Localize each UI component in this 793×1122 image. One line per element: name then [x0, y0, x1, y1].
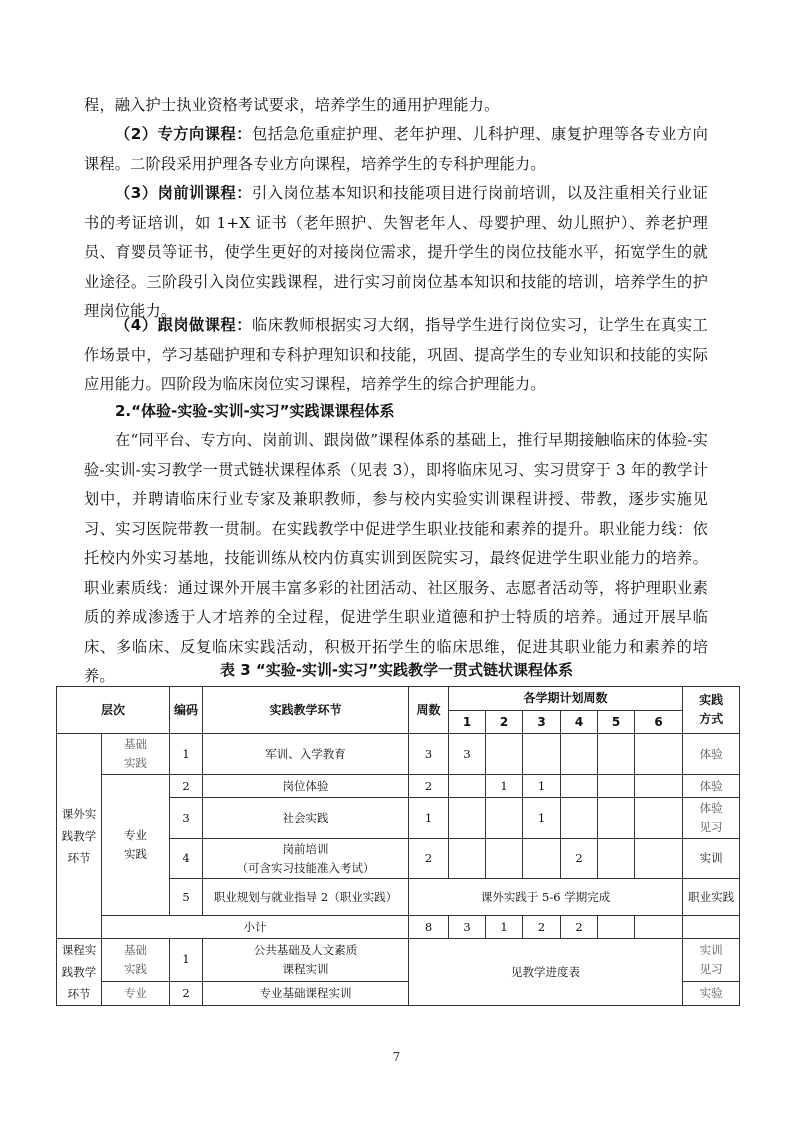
semester-cell: 2 [523, 916, 561, 939]
semester-cell [635, 775, 683, 798]
sub-basic: 基础实践 [102, 734, 170, 775]
page-number: 7 [392, 1050, 401, 1064]
weeks-cell: 3 [409, 734, 449, 775]
semester-cell [486, 798, 523, 839]
semester-cell [449, 798, 486, 839]
link-cell: 岗位体验 [203, 775, 409, 798]
table-row [57, 734, 740, 775]
span-note-cell: 见教学进度表 [409, 939, 683, 1006]
mode-cell [683, 916, 740, 939]
code-cell: 4 [170, 839, 203, 879]
semester-cell [449, 839, 486, 879]
semester-cell [523, 839, 561, 879]
semester-cell [635, 798, 683, 839]
semester-cell: 1 [486, 916, 523, 939]
header-link: 实践教学环节 [203, 687, 409, 734]
weeks-cell: 1 [409, 798, 449, 839]
link-cell: 公共基础及人文素质 课程实训 [203, 939, 409, 982]
label-preposition: （3）岗前训课程： [115, 184, 252, 202]
paragraph-1: 程，融入护士执业资格考试要求，培养学生的通用护理能力。 [84, 96, 500, 114]
text-follow-post: 临床教师根据实习大纲，指导学生进行岗位实习，让学生在真实工作场景中，学习基础护理和专科护理知识和技能，巩固、提高学生的专业知识和技能的实际应用能力。四阶段为临床岗位实习课程，培养学生的综合护理能力。 [84, 316, 708, 393]
semester-cell [635, 734, 683, 775]
sub-major: 专业实践 [102, 775, 170, 916]
mode-cell: 实验 [683, 981, 740, 1005]
table-row [57, 775, 740, 798]
semester-cell [635, 916, 683, 939]
table-row [57, 939, 740, 982]
weeks-cell: 8 [409, 916, 449, 939]
header-semester: 1 [449, 711, 486, 734]
semester-cell: 3 [449, 734, 486, 775]
code-cell: 1 [170, 939, 203, 982]
link-cell: 岗前培训 （可含实习技能准入考试） [203, 839, 409, 879]
semester-cell [561, 734, 598, 775]
mode-cell: 体验 [683, 734, 740, 775]
span-note-cell: 课外实践于 5-6 学期完成 [409, 879, 683, 916]
mode-cell: 体验见习 [683, 798, 740, 839]
header-level: 层次 [57, 687, 170, 734]
header-semester: 6 [635, 711, 683, 734]
link-cell: 社会实践 [203, 798, 409, 839]
label-follow-post: （4）跟岗做课程： [115, 316, 252, 334]
semester-cell [598, 775, 635, 798]
semester-cell [635, 839, 683, 879]
code-cell: 1 [170, 734, 203, 775]
mode-cell: 实训见习 [683, 939, 740, 982]
code-cell: 2 [170, 981, 203, 1005]
header-semester: 3 [523, 711, 561, 734]
text-specialty: 包括急危重症护理、老年护理、儿科护理、康复护理等各专业方向课程。二阶段采用护理各专业方向课程，培养学生的专科护理能力。 [84, 125, 708, 173]
header-weeks: 周数 [409, 687, 449, 734]
header-semester: 2 [486, 711, 523, 734]
header-semester-group: 各学期计划周数 [449, 687, 683, 711]
subtotal-label: 小计 [102, 916, 409, 939]
mode-cell: 职业实践 [683, 879, 740, 916]
semester-cell: 1 [486, 775, 523, 798]
weeks-cell: 2 [409, 839, 449, 879]
semester-cell [598, 839, 635, 879]
weeks-cell: 2 [409, 775, 449, 798]
practice-table [56, 686, 740, 1006]
sub-basic: 基础实践 [102, 939, 170, 982]
paragraph-specialty-courses [84, 120, 708, 179]
group-course-practice: 课程实践教学环节 [57, 939, 102, 1006]
header-code: 编码 [170, 687, 203, 734]
link-cell: 职业规划与就业指导 2（职业实践） [203, 879, 409, 916]
subtotal-row [57, 916, 740, 939]
group-extracurricular: 课外实践教学环节 [57, 734, 102, 939]
semester-cell [598, 734, 635, 775]
header-mode: 实践方式 [683, 687, 740, 734]
sub-major: 专业 [102, 981, 170, 1005]
semester-cell [598, 916, 635, 939]
semester-cell: 2 [561, 916, 598, 939]
header-semester: 5 [598, 711, 635, 734]
section-heading: 2.“体验-实验-实训-实习”实践课课程体系 [115, 402, 395, 420]
table-caption: 表 3 “实验-实训-实习”实践教学一贯式链状课程体系 [219, 661, 574, 679]
header-row [57, 687, 740, 711]
text-preposition: 引入岗位基本知识和技能项目进行岗前培训，以及注重相关行业证书的考证培训，如 1+X 证书（老年照护、失智老年人、母婴护理、幼儿照护）、养老护理员、育婴员等证书，使学生更好的对接岗位需求，提升学生的岗位技能水平，拓宽学生的就业途径。三阶段引入岗位实践课程，进行实习前岗位基本知识和技能的培训，培养学生的护理岗位能力。 [84, 184, 708, 320]
code-cell: 2 [170, 775, 203, 798]
semester-cell: 1 [523, 775, 561, 798]
paragraph-practice-system: 在“同平台、专方向、岗前训、跟岗做”课程体系的基础上，推行早期接触临床的体验-实验-实训-实习教学一贯式链状课程体系（见表 3），即将临床见习、实习贯穿于 3 年的教学计划中，并聘请临床行业专家及兼职教师，参与校内实验实训课程讲授、带教，逐步实施见习、实习医院带教一贯制。在实践教学中促进学生职业技能和素养的提升。职业能力线：依托校内外实习基地，技能训练从校内仿真实训到医院实习，最终促进学生职业能力的培养。职业素质线：通过课外开展丰富多彩的社团活动、社区服务、志愿者活动等，将护理职业素质的养成渗透于人才培养的全过程，促进学生职业道德和护士特质的培养。通过开展早临床、多临床、反复临床实践活动，积极开拓学生的临床思维，促进其职业能力和素养的培养。 [84, 431, 708, 685]
link-cell: 专业基础课程实训 [203, 981, 409, 1005]
label-specialty: （2）专方向课程： [115, 125, 252, 143]
code-cell: 3 [170, 798, 203, 839]
paragraph-preposition-courses [84, 179, 708, 327]
semester-cell: 3 [449, 916, 486, 939]
header-semester: 4 [561, 711, 598, 734]
semester-cell: 2 [561, 839, 598, 879]
semester-cell [486, 839, 523, 879]
semester-cell [561, 798, 598, 839]
paragraph-follow-post-courses [84, 311, 708, 400]
semester-cell [486, 734, 523, 775]
semester-cell: 1 [523, 798, 561, 839]
semester-cell [598, 798, 635, 839]
mode-cell: 实训 [683, 839, 740, 879]
semester-cell [561, 775, 598, 798]
link-cell: 军训、入学教育 [203, 734, 409, 775]
code-cell: 5 [170, 879, 203, 916]
semester-cell [449, 775, 486, 798]
semester-cell [523, 734, 561, 775]
mode-cell: 体验 [683, 775, 740, 798]
